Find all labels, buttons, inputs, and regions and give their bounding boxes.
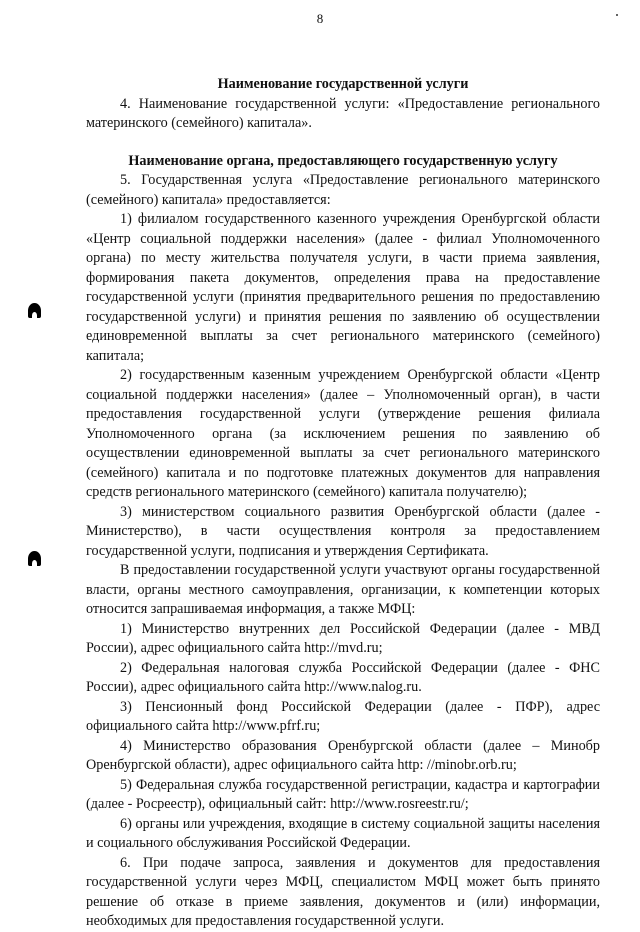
paragraph: 5. Государственная услуга «Предоставление регионального материнского (семейного) капитала» предоставляется: bbox=[86, 172, 600, 208]
paragraph: 4) Министерство образования Оренбургской области (далее – Минобр Оренбургской области), адрес официального сайта http: //minobr.orb.ru; bbox=[86, 737, 600, 773]
section-heading-provider: Наименование органа, предоставляющего государственную услугу bbox=[128, 152, 558, 169]
section-heading-service-name: Наименование государственной услуги bbox=[217, 76, 469, 92]
binder-hole-mark bbox=[28, 303, 41, 318]
paragraph: 4. Наименование государственной услуги: «Предоставление регионального материнского (семейного) капитала». bbox=[86, 95, 600, 131]
binder-hole-mark bbox=[28, 551, 41, 566]
paragraph: 1) Министерство внутренних дел Российской Федерации (далее - МВД России), адрес официального сайта http://mvd.ru; bbox=[86, 620, 600, 656]
paragraph: 2) Федеральная налоговая служба Российской Федерации (далее - ФНС России), адрес официального сайта http://www.nalog.ru. bbox=[86, 659, 600, 695]
paragraph: 1) филиалом государственного казенного учреждения Оренбургской области «Центр социальной поддержки населения» (далее - филиал Уполномоченного органа) по месту жительства получателя услуги, в части приема заявления, формирования пакета документов, определения права на предоставление государственной услуги (принятия предварительного решения по предоставлению государственной услуги) и принятия решения по заявлению об осуществлении единовременной выплаты за счет регионального материнского (семейного) капитала; bbox=[86, 211, 600, 364]
paragraph: 6) органы или учреждения, входящие в систему социальной защиты населения и социального обслуживания Российской Федерации. bbox=[86, 815, 600, 851]
document-body bbox=[86, 75, 600, 932]
paragraph: 2) государственным казенным учреждением Оренбургской области «Центр социальной поддержки населения» (далее – Уполномоченный орган), в части предоставления государственной услуги (утверждение решения филиала Уполномоченного органа (за исключением решения по заявлению об осуществлении единовременной выплаты за счет регионального материнского (семейного) капитала и по подготовке платежных документов для направления средств регионального материнского (семейного) капитала получателю); bbox=[86, 367, 600, 500]
paragraph: 3) министерством социального развития Оренбургской области (далее - Министерство), в части осуществления контроля за предоставлением государственной услуги, подписания и утверждения Сертификата. bbox=[86, 503, 600, 559]
paragraph: 5) Федеральная служба государственной регистрации, кадастра и картографии (далее - Росреестр), официальный сайт: http://www.rosreestr.ru/; bbox=[86, 776, 600, 812]
paragraph: 6. При подаче запроса, заявления и документов для предоставления государственной услуги через МФЦ, специалистом МФЦ может быть принято решение об отказе в приеме заявления, документов и (или) информации, необходимых для предоставления государственной услуги. bbox=[86, 854, 600, 929]
paragraph: 3) Пенсионный фонд Российской Федерации (далее - ПФР), адрес официального сайта http://www.pfrf.ru; bbox=[86, 698, 600, 734]
page-number: 8 bbox=[316, 11, 324, 26]
paragraph: В предоставлении государственной услуги участвуют органы государственной власти, органы местного самоуправления, организации, к компетенции которых относится запрашиваемая информация, а также МФЦ: bbox=[86, 562, 600, 617]
